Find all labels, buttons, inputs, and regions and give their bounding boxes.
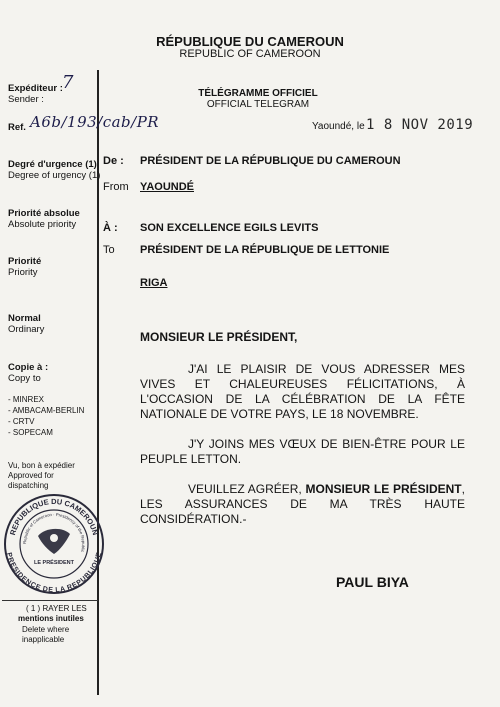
paragraph-3-part-b: MONSIEUR LE PRÉSIDENT	[305, 482, 462, 496]
from-city: YAOUNDÉ	[140, 181, 194, 193]
paragraph-3	[140, 482, 465, 527]
paragraph-1: J'AI LE PLAISIR DE VOUS ADRESSER MES VIVES ET CHALEUREUSES FÉLICITATIONS, À L'OCCASION DE LA CÉLÉBRATION DE LA FÊTE NATIONALE DE VOTRE PAYS, LE 18 NOVEMBRE.	[140, 362, 465, 421]
sender-label-en: Sender :	[8, 94, 44, 105]
priority-en: Priority	[8, 267, 38, 278]
sender-handwritten: 7	[62, 72, 74, 93]
paragraph-3-part-c: , LES ASSURANCES DE MA TRÈS HAUTE CONSIDÉRATION.-	[140, 482, 465, 526]
ref-label: Ref.	[8, 122, 26, 133]
paragraph-2: J'Y JOINS MES VŒUX DE BIEN-ÊTRE POUR LE PEUPLE LETTON.	[140, 437, 465, 466]
list-item: - MINREX	[8, 395, 44, 404]
to-label-fr: À :	[103, 222, 118, 234]
approved-line-2: Approved for	[8, 471, 54, 480]
seal-outer-top: REPUBLIQUE DU CAMEROUN	[8, 496, 100, 537]
telegram-title-en: OFFICIAL TELEGRAM	[206, 99, 310, 110]
country-title-fr: RÉPUBLIQUE DU CAMEROUN	[156, 34, 344, 49]
normal-fr: Normal	[8, 313, 41, 324]
urgency-label-en: Degree of urgency (1)	[8, 170, 101, 181]
date-place: Yaoundé, le	[312, 121, 365, 132]
to-line-1: SON EXCELLENCE EGILS LEVITS	[140, 222, 319, 234]
list-item: - AMBACAM-BERLIN	[8, 406, 85, 415]
absolute-priority-en: Absolute priority	[8, 219, 77, 230]
seal-center-text: LE PRÉSIDENT	[33, 560, 75, 566]
seal-outer-bottom: PRESIDENCE DE LA REPUBLIQUE	[4, 551, 104, 595]
from-value: PRÉSIDENT DE LA RÉPUBLIQUE DU CAMEROUN	[140, 155, 401, 167]
salutation: MONSIEUR LE PRÉSIDENT,	[140, 330, 298, 344]
telegram-title-fr: TÉLÉGRAMME OFFICIEL	[198, 88, 318, 99]
sender-label-fr: Expéditeur :	[8, 83, 63, 94]
signature-name: PAUL BIYA	[336, 574, 409, 590]
list-item: - SOPECAM	[8, 428, 53, 437]
to-city: RIGA	[140, 277, 168, 289]
to-label-en: To	[103, 244, 115, 256]
svg-text:PRESIDENCE DE LA REPUBLIQUE	[5, 552, 103, 594]
urgency-label-fr: Degré d'urgence (1)	[8, 159, 97, 170]
margin-divider	[97, 70, 99, 695]
presidential-seal	[2, 492, 106, 596]
footnote-line-3: Delete where	[22, 625, 70, 634]
normal-en: Ordinary	[8, 324, 45, 335]
seal-inner-ring: Republic of Cameroon · Presidency of the Republic	[21, 511, 87, 553]
copy-to-fr: Copie à :	[8, 362, 49, 373]
date-stamp: 1 8 NOV 2019	[366, 117, 474, 133]
country-title-en: REPUBLIC OF CAMEROON	[179, 48, 321, 60]
copy-list	[8, 394, 84, 438]
footnote-divider	[2, 600, 98, 601]
paragraph-3-part-a: VEUILLEZ AGRÉER,	[188, 482, 306, 496]
priority-fr: Priorité	[8, 256, 42, 267]
copy-to-en: Copy to	[8, 373, 41, 384]
from-label-en: From	[103, 181, 129, 193]
footnote-line-4: inapplicable	[22, 635, 65, 644]
approved-line-1: Vu, bon à expédier	[8, 461, 75, 470]
ref-handwritten: A6b/193/cab/PR	[30, 113, 160, 131]
approved-line-3: dispatching	[8, 481, 49, 490]
footnote-line-2: mentions inutiles	[18, 614, 84, 623]
list-item: - CRTV	[8, 417, 35, 426]
absolute-priority-fr: Priorité absolue	[8, 208, 80, 219]
from-label-fr: De :	[103, 155, 124, 167]
to-line-2: PRÉSIDENT DE LA RÉPUBLIQUE DE LETTONIE	[140, 244, 390, 256]
footnote-line-1: ( 1 ) RAYER LES	[26, 604, 87, 613]
